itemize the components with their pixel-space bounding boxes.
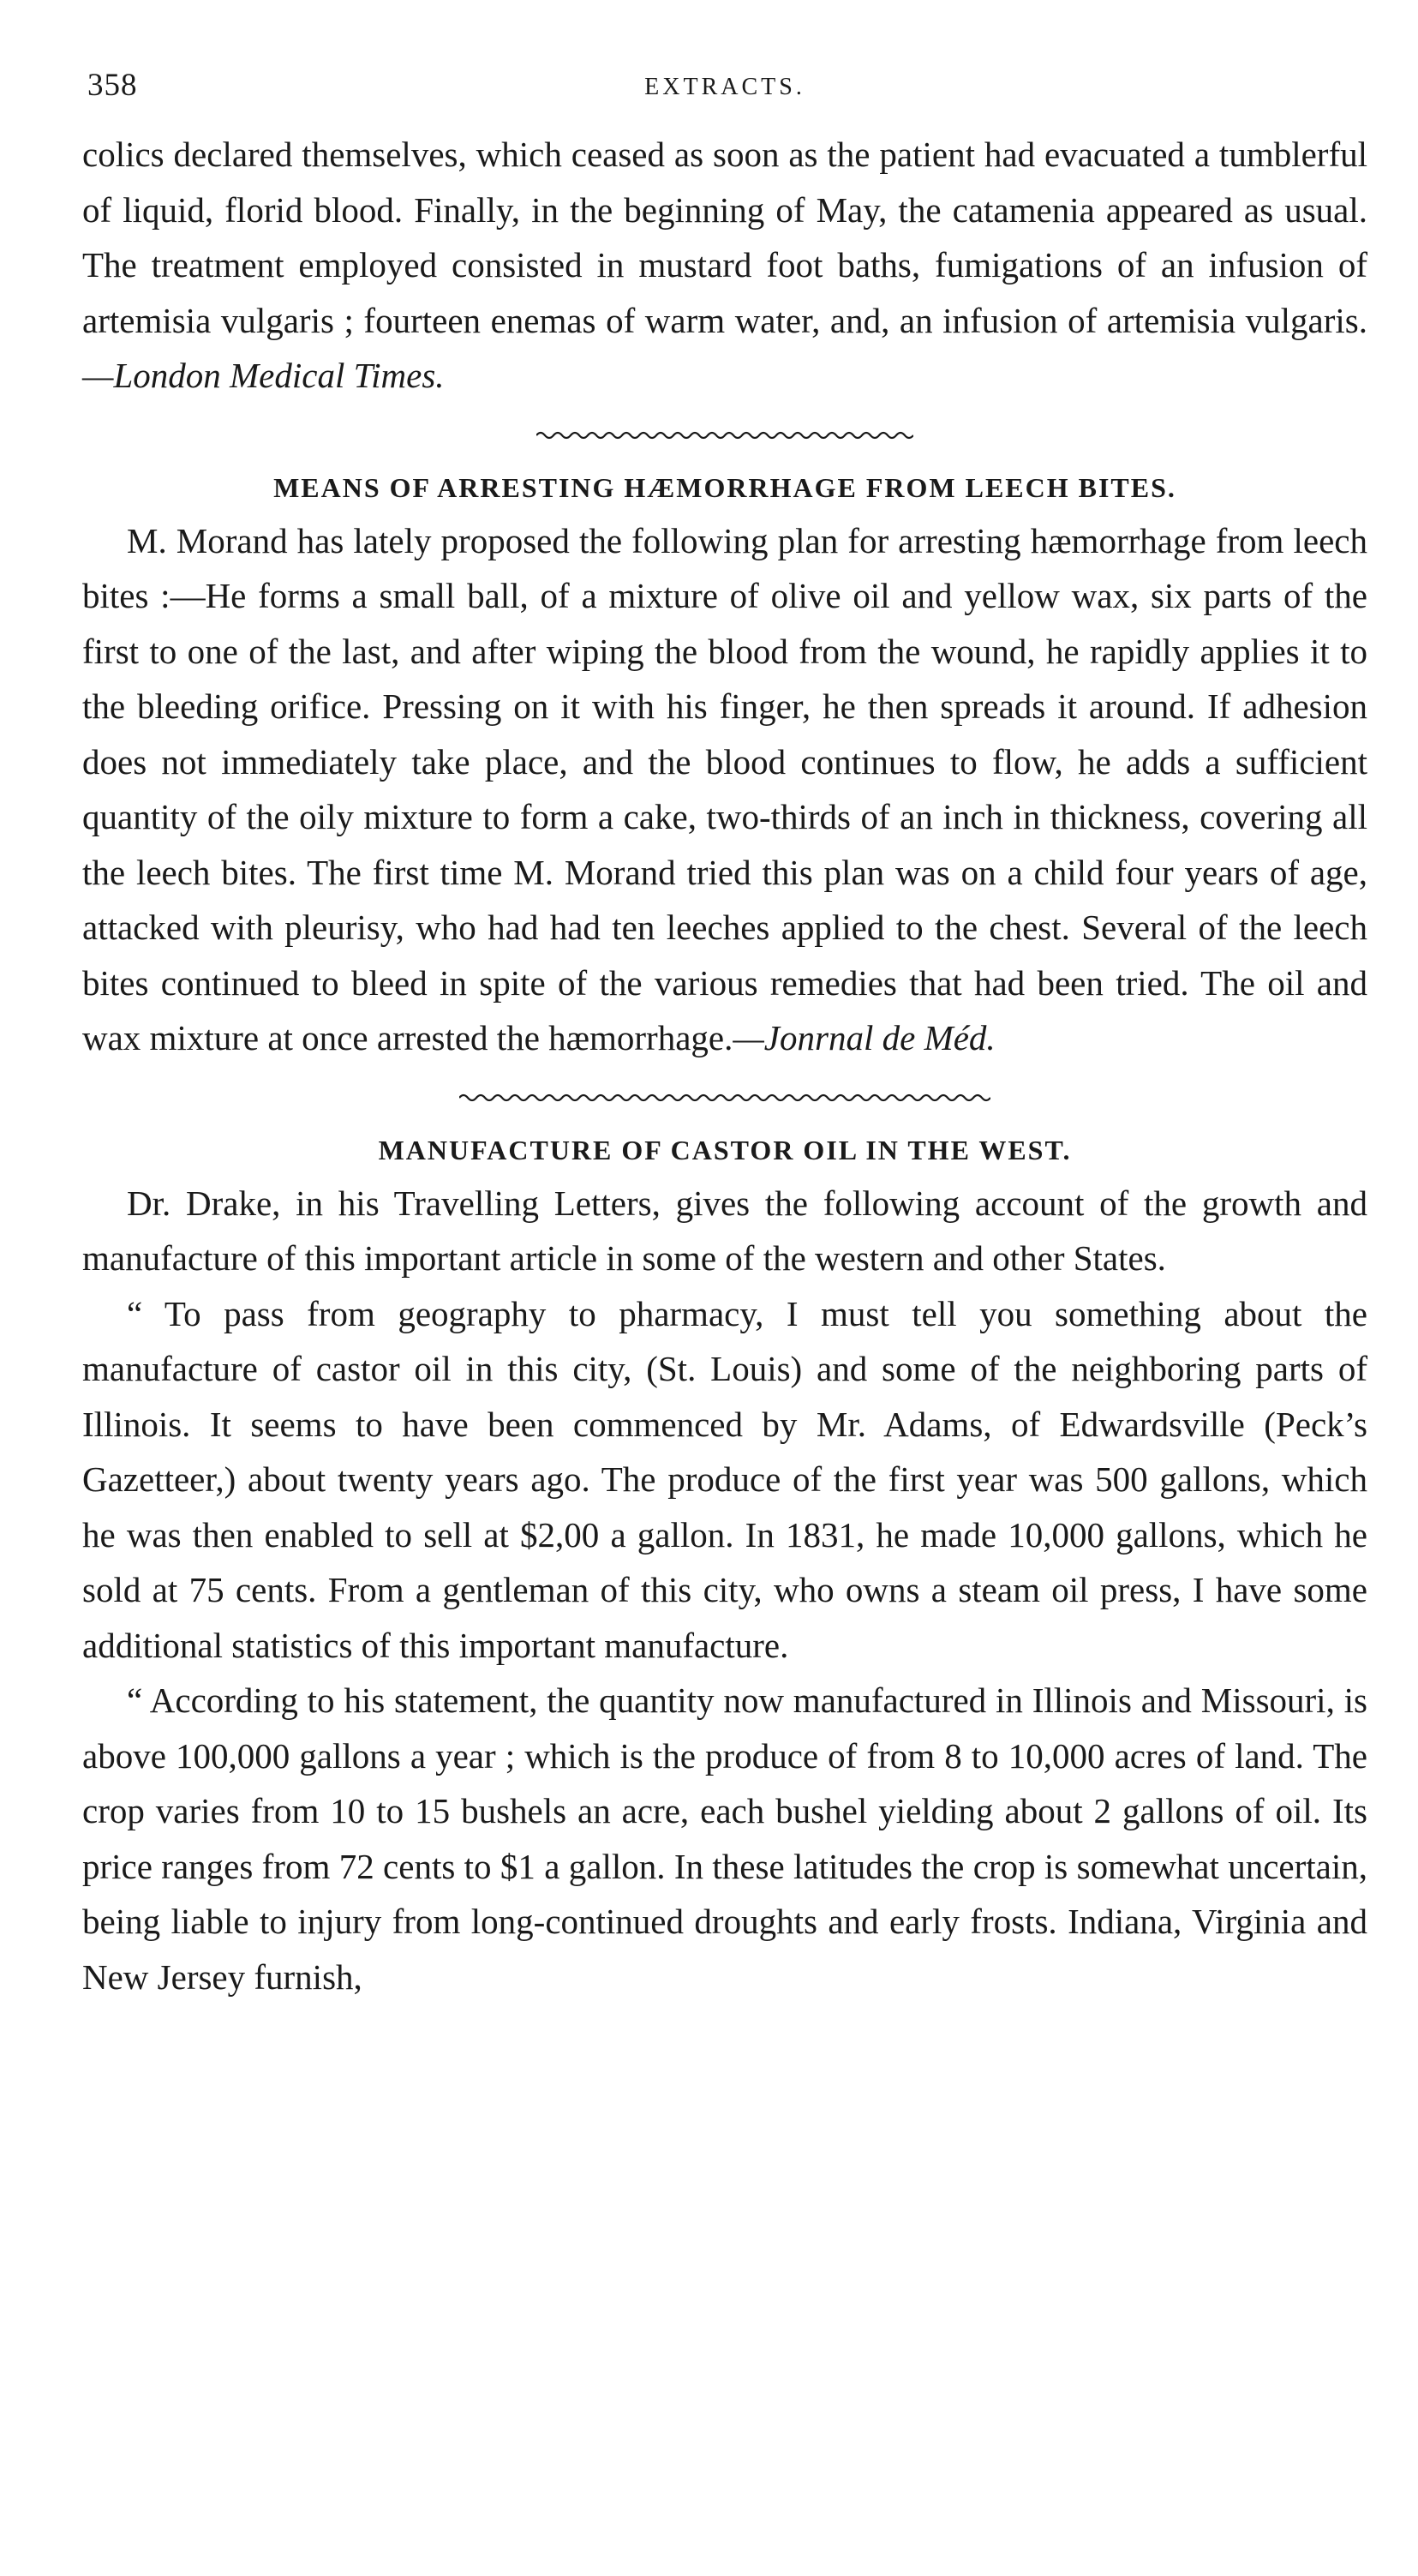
page-header	[82, 67, 1367, 127]
document-page	[82, 67, 1367, 2004]
section-paragraph: “ To pass from geography to pharmacy, I must tell you something about the manufacture of castor oil in this city, (St. Louis) and some of the neighboring parts of Illinois. It seems to have been commenced by Mr. Adams, of Edwardsville (Peck’s Gazetteer,) about twenty years ago. The produce of the first year was 500 gallons, which he was then enabled to sell at $2,00 a gallon. In 1831, he made 10,000 gallons, which he sold at 75 cents. From a gentleman of this city, who owns a steam oil press, I have some additional statistics of this important manufacture.	[82, 1293, 1367, 1665]
continuation-text: colics declared themselves, which ceased as soon as the patient had evacuated a tumblerful of liquid, florid blood. Finally, in the beginning of May, the catamenia appeared as usual. The treatment employed consisted in mustard foot baths, fumigations of an infusion of artemisia vulgaris ; fourteen enemas of warm water, and, an infusion of artemisia vulgaris.	[82, 135, 1367, 340]
section-text: M. Morand has lately proposed the following plan for arresting hæmorrhage from leech bites :—He forms a small ball, of a mixture of olive oil and yellow wax, six parts of the first to one of the last, and after wiping the blood from the wound, he rapidly applies it to the bleeding orifice. Pressing on it with his finger, he then spreads it around. If adhesion does not immediately take place, and the blood continues to flow, he adds a sufficient quantity of the oily mixture to form a cake, two-thirds of an inch in thickness, covering all the leech bites. The first time M. Morand tried this plan was on a child four years of age, attacked with pleurisy, who had had ten leeches applied to the chest. Several of the leech bites continued to bleed in spite of the various remedies that had been tried. The oil and wax mixture at once arrested the hæmorrhage.	[82, 520, 1367, 1057]
section-paragraph: “ According to his statement, the quantity now manufactured in Illinois and Missouri, is above 100,000 gallons a year ; which is the produce of from 8 to 10,000 acres of land. The crop varies from 10 to 15 bushels an acre, each bushel yielding about 2 gallons of oil. Its price ranges from 72 cents to $1 a gallon. In these latitudes the crop is somewhat uncertain, being liable to injury from long-continued droughts and early frosts. Indiana, Virginia and New Jersey furnish,	[82, 1680, 1367, 1997]
wavy-rule-icon	[459, 1092, 990, 1104]
section-paragraph	[82, 513, 1367, 1066]
section-divider	[82, 404, 1367, 467]
continuation-source: —London Medical Times.	[82, 356, 445, 395]
page-number: 358	[87, 68, 138, 103]
section-divider	[82, 1066, 1367, 1129]
running-head: EXTRACTS.	[644, 74, 805, 100]
section-heading-castor-oil: MANUFACTURE OF CASTOR OIL IN THE WEST.	[378, 1134, 1072, 1165]
continuation-paragraph	[82, 127, 1367, 404]
wavy-rule-icon	[536, 429, 913, 441]
section-heading-leech-bites: MEANS OF ARRESTING HÆMORRHAGE FROM LEECH BITES.	[273, 471, 1176, 503]
section-paragraph: Dr. Drake, in his Travelling Letters, gives the following account of the growth and manufacture of this important article in some of the western and other States.	[82, 1183, 1367, 1278]
section-source: —Jonrnal de Méd.	[733, 1018, 996, 1057]
